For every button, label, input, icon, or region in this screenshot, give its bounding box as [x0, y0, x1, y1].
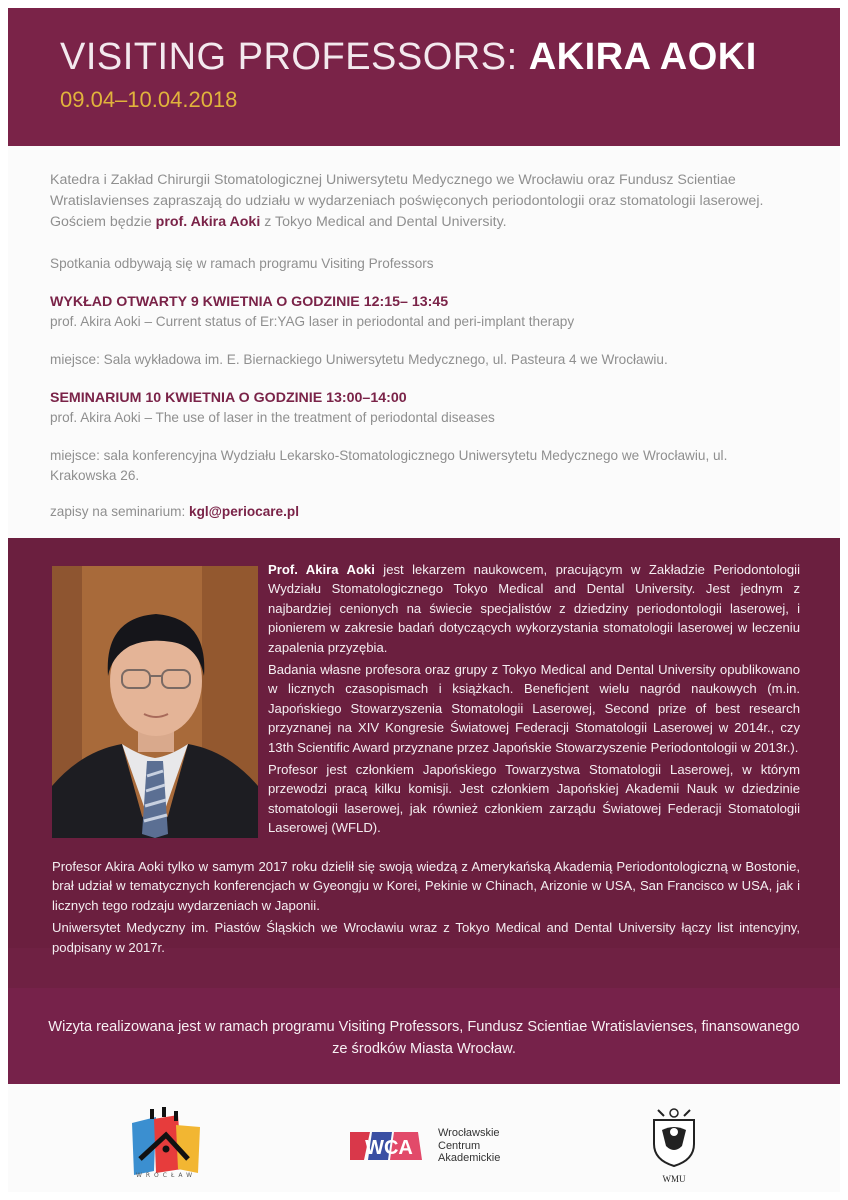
wca-logo-text [438, 1127, 500, 1165]
wroclaw-logo-label: WROCŁAW [135, 1172, 197, 1179]
wca-logo-mark: WCA [365, 1137, 413, 1159]
seminar-heading: SEMINARIUM 10 KWIETNIA O GODZINIE 13:00–14:00 [50, 390, 407, 406]
wca-line-1: Wrocławskie [438, 1127, 500, 1139]
wca-line-3: Akademickie [438, 1152, 501, 1164]
bio-text-right [268, 560, 800, 841]
bio-p1-text: jest lekarzem naukowcem, pracującym w Zakładzie Periodontologii Wydziału Stomatologicznego Tokyo Medical and Dental University. Jest jednym z najbardziej cenionych na świecie specjalistów z dziedziny periodontologii laserowej, i pionierem w zakresie badań dotyczących wykorzystania stomatologii laserowej w leczeniu zapalenia przyzębia. [268, 562, 800, 655]
wmu-label: WMU [662, 1174, 686, 1184]
poster [8, 8, 840, 1192]
lecture-heading: WYKŁAD OTWARTY 9 KWIETNIA O GODZINIE 12:15– 13:45 [50, 294, 449, 310]
portrait-illustration [52, 566, 258, 838]
registration-line [50, 502, 810, 522]
poster-title [60, 38, 757, 76]
intro-paragraph [50, 170, 798, 233]
wca-line-2: Centrum [438, 1139, 481, 1152]
professor-portrait [52, 566, 258, 838]
intro-text-before: Katedra i Zakład Chirurgii Stomatologicznej Uniwersytetu Medycznego we Wrocławiu oraz Fundusz Scientiae Wratislavienses zapraszają do udziału w wydarzeniach poświęconych periodontologii oraz stomatologii laserowej. Gościem będzie [50, 172, 764, 230]
bio-paragraph-3: Profesor jest członkiem Japońskiego Towarzystwa Stomatologii Laserowej, w którym przewodzi pracą kilku komisji. Jest członkiem Japońskiej Akademii Nauk w dziedzinie stomatologii laserowej, jak również członkiem zarządu Światowej Federacji Stomatologii Laserowej (WFLD). [268, 762, 800, 836]
program-note: Spotkania odbywają się w ramach programu Visiting Professors [50, 256, 434, 271]
intro-highlight: prof. Akira Aoki [155, 214, 261, 230]
event-dates: 09.04–10.04.2018 [60, 87, 238, 112]
bio-paragraph-2: Badania własne profesora oraz grupy z Tokyo Medical and Dental University opublikowano w licznych czasopismach i książkach. Beneficjent wielu nagród naukowych (m.in. Japońskiego Stowarzyszenia Stomatologii Laserowej, Second prize of best research przyznanej na XIV Kongresie Światowej Federacji Stomatologii Laserowej w 2014r., czy 13th Scientific Award przyznane przez Japońskie Stowarzyszenie Periodontologii w 2013r.). [268, 662, 800, 755]
seminar-venue: miejsce: sala konferencyjna Wydziału Lekarsko-Stomatologicznego Uniwersytetu Medycznego we Wrocławiu, ul. Krakowska 26. [50, 448, 728, 483]
title-name: AKIRA AOKI [528, 36, 757, 78]
lecture-topic: prof. Akira Aoki – Current status of Er:YAG laser in periodontal and peri-implant therapy [50, 314, 575, 329]
wca-logo-icon [348, 1126, 430, 1166]
title-light: VISITING PROFESSORS: [60, 36, 518, 78]
header-band [8, 8, 840, 146]
bio-paragraph-5: Uniwersytet Medyczny im. Piastów Śląskich we Wrocławiu wraz z Tokyo Medical and Dental University łączy list intencyjny, podpisany w 2017r. [52, 920, 800, 955]
bio-text-full [52, 857, 800, 960]
registration-email-link[interactable]: kgl@periocare.pl [189, 504, 299, 519]
registration-label: zapisy na seminarium: [50, 504, 190, 519]
bio-paragraph-4: Profesor Akira Aoki tylko w samym 2017 roku dzielił się swoją wiedzą z Amerykańską Akademią Periodontologiczną w Bostonie, brał udział w tematycznych konferencjach w Gyeongju w Korei, Pekinie w Chinach, Arizonie w USA, San Francisco w USA, jak i licznych tego rodzaju wydarzeniach w Japonii. [52, 859, 800, 913]
wmu-crest-icon [648, 1106, 700, 1168]
footer-note: Wizyta realizowana jest w ramach programu Visiting Professors, Fundusz Scientiae Wratislavienses, finansowanego ze środków Miasta Wrocław. [48, 1019, 800, 1057]
intro-text-after: z Tokyo Medical and Dental University. [260, 214, 507, 230]
lecture-venue: miejsce: Sala wykładowa im. E. Biernackiego Uniwersytetu Medycznego, ul. Pasteura 4 we Wrocławiu. [50, 352, 668, 367]
bio-paragraph-1 [268, 560, 800, 657]
bio-name: Prof. Akira Aoki [268, 562, 375, 577]
seminar-topic: prof. Akira Aoki – The use of laser in the treatment of periodontal diseases [50, 410, 495, 425]
